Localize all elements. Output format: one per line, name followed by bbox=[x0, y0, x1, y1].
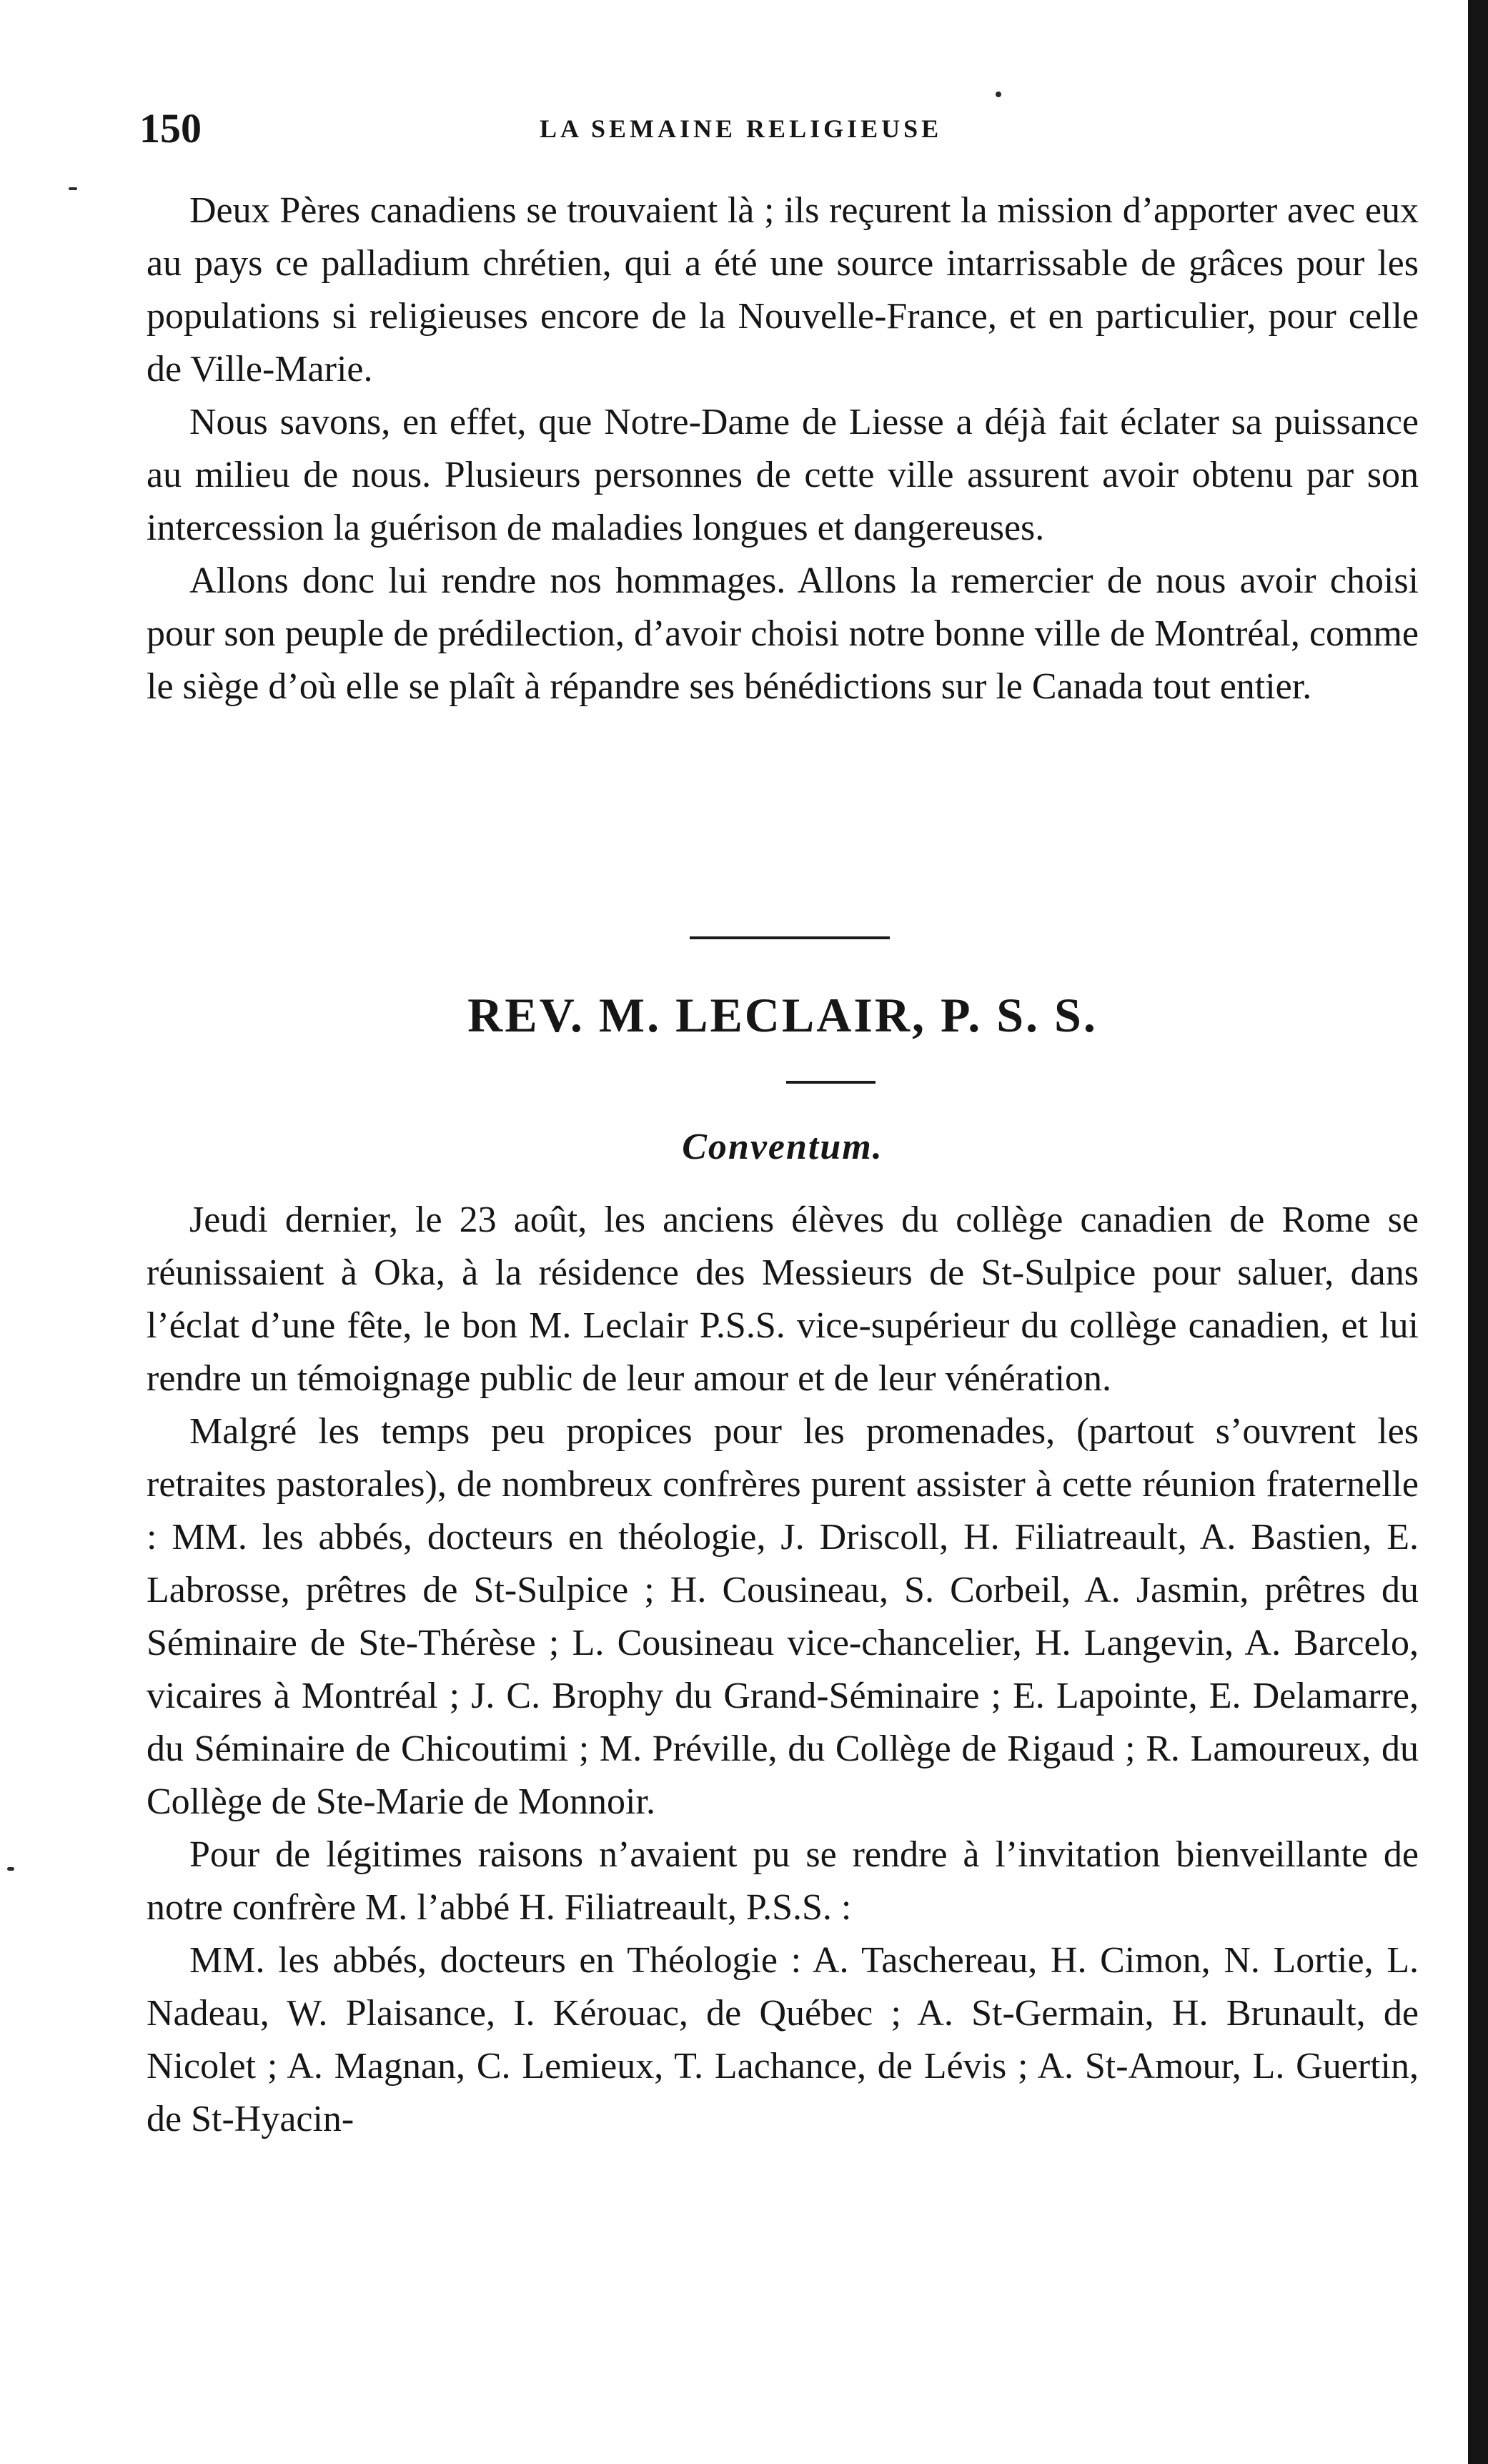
scan-mark bbox=[69, 187, 77, 190]
paragraph: Malgré les temps peu propices pour les promenades, (partout s’ouvrent les retraites pastorales), de nombreux confrères purent assister à cette réunion fraternelle : MM. les abbés, docteurs en théologie, J. Driscoll, H. Filiatreault, A. Bastien, E. Labrosse, prêtres de St-Sulpice ; H. Cousineau, S. Corbeil, A. Jasmin, prêtres du Séminaire de Ste-Thérèse ; L. Cousineau vice-chancelier, H. Langevin, A. Barcelo, vicaires à Montréal ; J. C. Brophy du Grand-Séminaire ; E. Lapointe, E. Delamarre, du Séminaire de Chicoutimi ; M. Préville, du Collège de Rigaud ; R. Lamoureux, du Collège de Ste-Marie de Monnoir. bbox=[147, 1411, 1419, 1822]
paragraph: Deux Pères canadiens se trouvaient là ; ils reçurent la mission d’apporter avec eux au pays ce palladium chrétien, qui a été une source intarrissable de grâces pour les populations si religieuses encore de la Nouvelle-France, et en particulier, pour celle de Ville-Marie. bbox=[147, 190, 1419, 390]
article-body bbox=[147, 1194, 1419, 2146]
running-title: LA SEMAINE RELIGIEUSE bbox=[540, 114, 943, 143]
paragraph: MM. les abbés, docteurs en Théologie : A. Taschereau, H. Cimon, N. Lortie, L. Nadeau, W. Plaisance, I. Kérouac, de Québec ; A. St-Germain, H. Brunault, de Nicolet ; A. Magnan, C. Lemieux, T. Lachance, de Lévis ; A. St-Amour, L. Guertin, de St-Hyacin- bbox=[147, 1940, 1419, 2139]
paragraph: Jeudi dernier, le 23 août, les anciens élèves du collège canadien de Rome se réunissaient à Oka, à la résidence des Messieurs de St-Sulpice pour saluer, dans l’éclat d’une fête, le bon M. Leclair P.S.S. vice-supérieur du collège canadien, et lui rendre un témoignage public de leur amour et de leur vénération. bbox=[147, 1199, 1419, 1399]
title-underline bbox=[786, 1081, 876, 1084]
page-number: 150 bbox=[139, 105, 202, 152]
article-continuation bbox=[147, 184, 1419, 713]
paragraph: Allons donc lui rendre nos hommages. Allons la remercier de nous avoir choisi pour son peuple de prédilection, d’avoir choisi notre bonne ville de Montréal, comme le siège d’où elle se plaît à répandre ses bénédictions sur le Canada tout entier. bbox=[147, 560, 1419, 707]
scan-mark bbox=[7, 1867, 14, 1871]
section-title: REV. M. LECLAIR, P. S. S. bbox=[467, 988, 1098, 1042]
subsection-title: Conventum. bbox=[682, 1127, 883, 1167]
page-edge-shadow bbox=[1468, 0, 1488, 2464]
section-divider bbox=[690, 936, 890, 939]
paragraph: Pour de légitimes raisons n’avaient pu se rendre à l’invitation bienveillante de notre confrère M. l’abbé H. Filiatreault, P.S.S. : bbox=[147, 1834, 1419, 1928]
scan-mark bbox=[996, 91, 1001, 97]
paragraph: Nous savons, en effet, que Notre-Dame de Liesse a déjà fait éclater sa puissance au milieu de nous. Plusieurs personnes de cette ville assurent avoir obtenu par son intercession la guérison de maladies longues et dangereuses. bbox=[147, 402, 1419, 548]
running-head bbox=[139, 100, 1419, 157]
